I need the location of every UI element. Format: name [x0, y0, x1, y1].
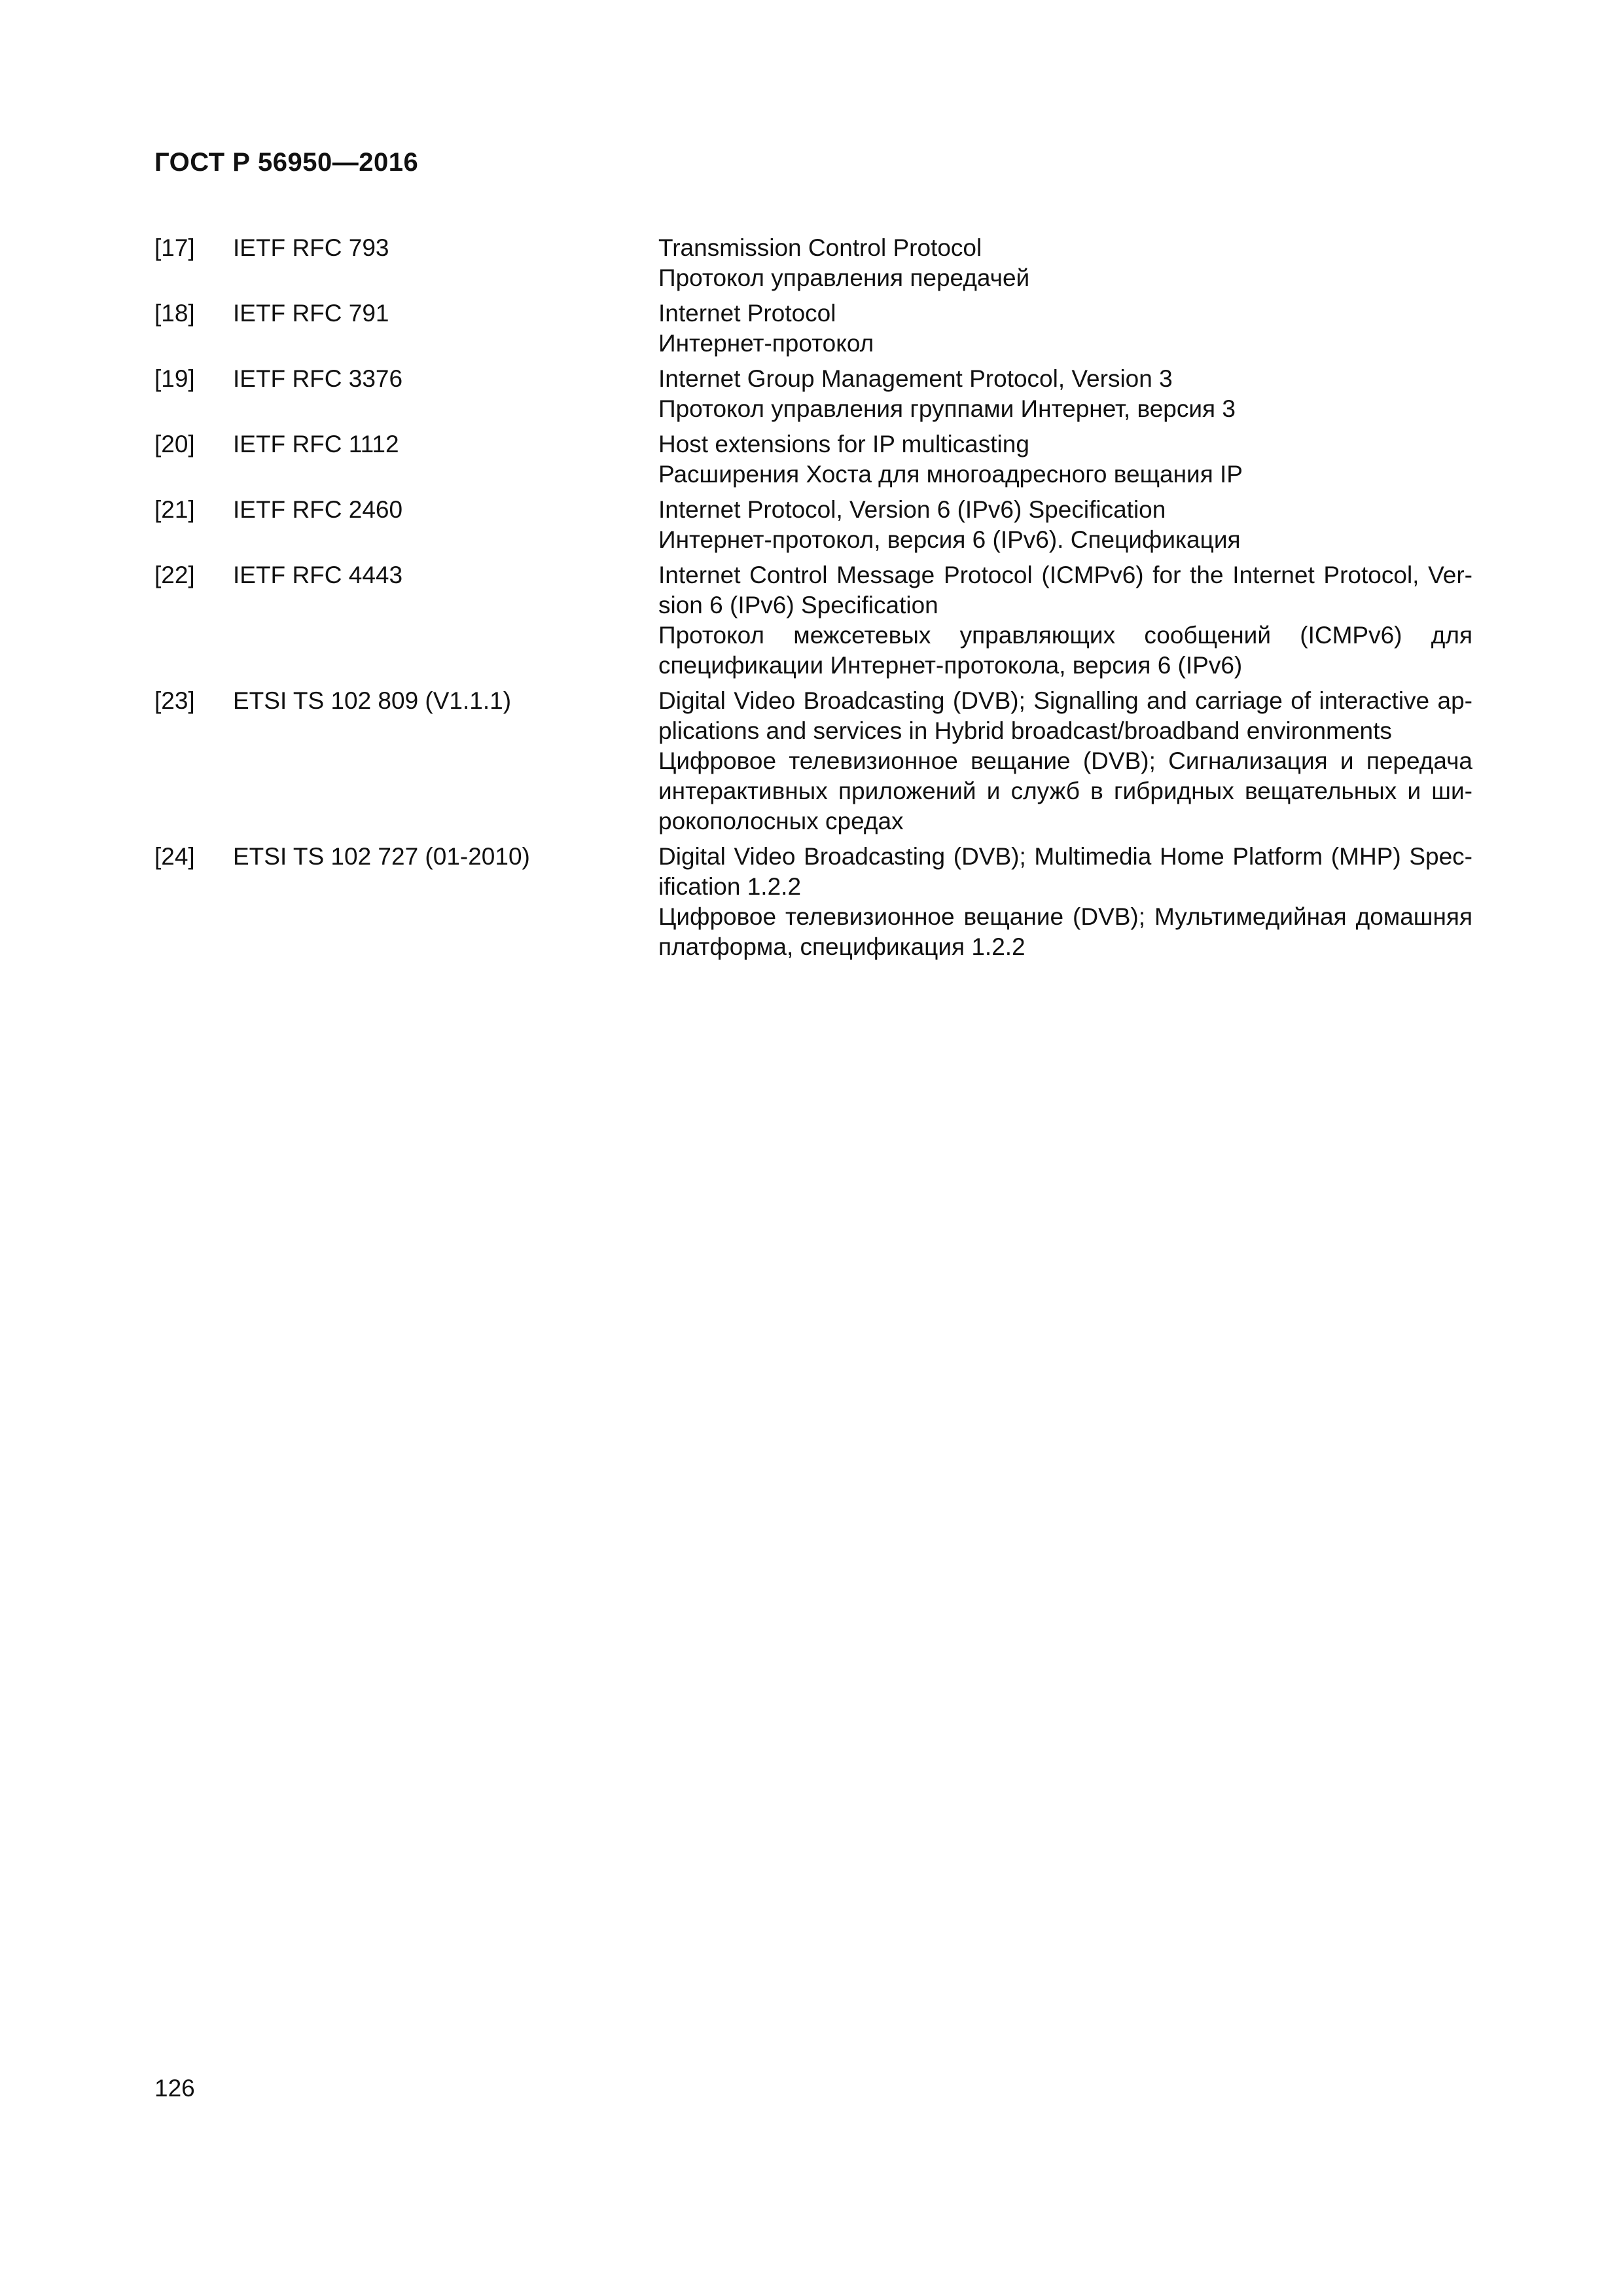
entry-number: [24]	[154, 843, 195, 870]
entry-number: [22]	[154, 562, 195, 588]
entry-title-ru: Протокол управления передачей	[658, 264, 1030, 291]
entry-title-ru: Интернет-протокол	[658, 330, 874, 357]
entry-code: IETF RFC 791	[233, 300, 389, 327]
entry-number: [17]	[154, 234, 195, 261]
entry-titles	[658, 429, 1472, 490]
entry-number: [20]	[154, 431, 195, 457]
entry-code: IETF RFC 3376	[233, 365, 403, 392]
entry-title-en: Internet Control Message Protocol (ICMPv6) for the Internet Protocol, Version 6 (IPv6) Specification	[658, 562, 1472, 619]
document-header: ГОСТ Р 56950—2016	[154, 148, 419, 177]
entry-number: [19]	[154, 365, 195, 392]
entry-title-ru: Цифровое телевизионное вещание (DVB); Сигнализация и передача интерактивных приложений и служб в гибридных вещательных и широкополосных средах	[658, 747, 1472, 834]
entry-titles	[658, 560, 1472, 681]
bibliography-entry	[154, 233, 1472, 293]
entry-titles	[658, 364, 1472, 424]
entry-title-en: Internet Group Management Protocol, Version 3	[658, 365, 1173, 392]
entry-titles	[658, 686, 1472, 836]
entry-code: IETF RFC 2460	[233, 496, 403, 523]
entry-title-en: Transmission Control Protocol	[658, 234, 982, 261]
entry-code: ETSI TS 102 809 (V1.1.1)	[233, 687, 512, 714]
entry-titles	[658, 298, 1472, 359]
page-number: 126	[154, 2075, 195, 2102]
entry-titles	[658, 842, 1472, 962]
entry-number: [18]	[154, 300, 195, 327]
bibliography-entry	[154, 495, 1472, 555]
entry-title-ru: Цифровое телевизионное вещание (DVB); Мультимедийная домашняя платформа, спецификация 1.2.2	[658, 903, 1472, 960]
entry-title-ru: Расширения Хоста для многоадресного вещания IP	[658, 461, 1243, 488]
entry-code: IETF RFC 1112	[233, 431, 399, 457]
entry-number: [23]	[154, 687, 195, 714]
entry-title-en: Digital Video Broadcasting (DVB); Signalling and carriage of interactive applications and services in Hybrid broadcast/broadband environments	[658, 687, 1472, 744]
entry-title-en: Internet Protocol, Version 6 (IPv6) Specification	[658, 496, 1166, 523]
entry-title-en: Digital Video Broadcasting (DVB); Multimedia Home Platform (MHP) Specification 1.2.2	[658, 843, 1472, 900]
entry-title-ru: Протокол межсетевых управляющих сообщений (ICMPv6) для спецификации Интернет-протокола, версия 6 (IPv6)	[658, 622, 1472, 679]
entry-number: [21]	[154, 496, 195, 523]
bibliography-entry	[154, 298, 1472, 359]
bibliography-entry	[154, 429, 1472, 490]
entry-code: IETF RFC 4443	[233, 562, 403, 588]
entry-title-ru: Интернет-протокол, версия 6 (IPv6). Спецификация	[658, 526, 1241, 553]
bibliography-entry	[154, 560, 1472, 681]
entry-code: ETSI TS 102 727 (01-2010)	[233, 843, 530, 870]
entry-titles	[658, 495, 1472, 555]
bibliography-entry	[154, 686, 1472, 836]
bibliography-entry	[154, 842, 1472, 962]
bibliography-list	[154, 233, 1472, 967]
entry-title-ru: Протокол управления группами Интернет, версия 3	[658, 395, 1236, 422]
entry-code: IETF RFC 793	[233, 234, 389, 261]
bibliography-entry	[154, 364, 1472, 424]
entry-titles	[658, 233, 1472, 293]
entry-title-en: Host extensions for IP multicasting	[658, 431, 1029, 457]
entry-title-en: Internet Protocol	[658, 300, 836, 327]
